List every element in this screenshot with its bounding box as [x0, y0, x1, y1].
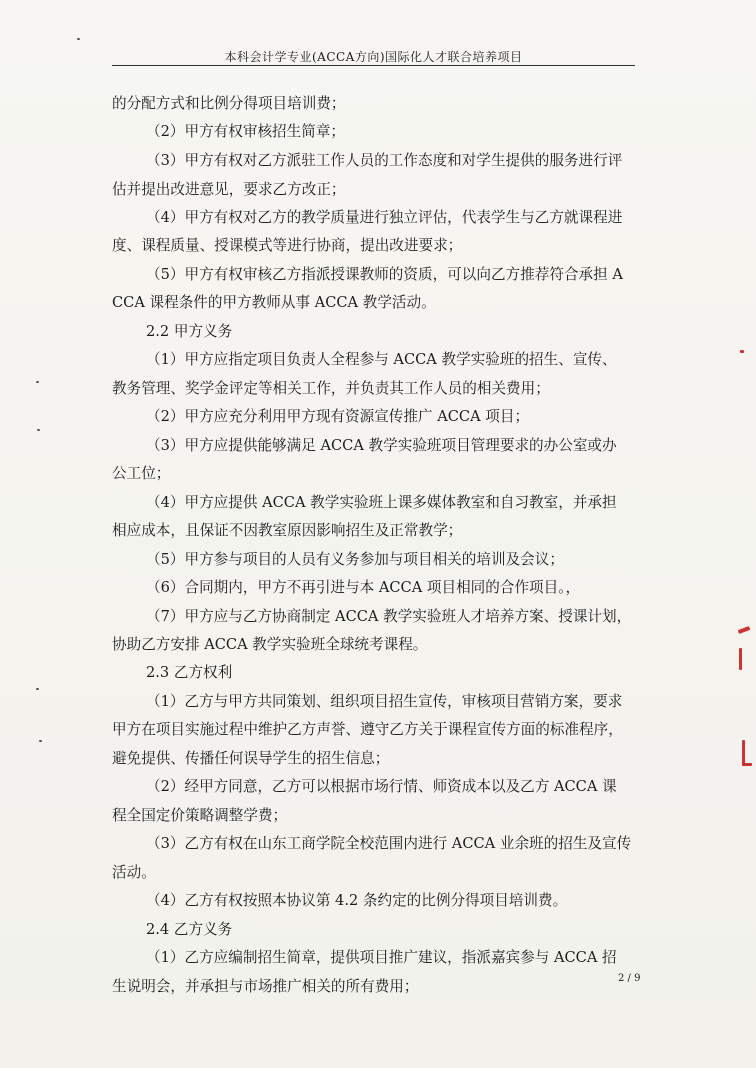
- section-heading: 2.3 乙方权利: [146, 664, 233, 681]
- text-line: （4）甲方应提供 ACCA 教学实验班上课多媒体教室和自习教室，并承担: [146, 494, 617, 511]
- text-line: 估并提出改进意见，要求乙方改正；: [112, 181, 346, 198]
- text-line: （3）甲方有权对乙方派驻工作人员的工作态度和对学生提供的服务进行评: [146, 152, 623, 169]
- scan-speck: [39, 740, 42, 742]
- text-line: （4）乙方有权按照本协议第 4.2 条约定的比例分得项目培训费。: [146, 892, 568, 909]
- text-line: （5）甲方有权审核乙方指派授课教师的资质，可以向乙方推荐符合承担 A: [146, 266, 623, 283]
- scan-speck: [36, 381, 39, 383]
- text-line: （1）甲方应指定项目负责人全程参与 ACCA 教学实验班的招生、宣传、: [146, 351, 617, 368]
- header-rule: [112, 65, 635, 66]
- text-line: 程全国定价策略调整学费；: [112, 807, 288, 824]
- text-line: （2）甲方应充分利用甲方现有资源宣传推广 ACCA 项目；: [146, 408, 530, 425]
- text-line: （1）乙方应编制招生简章，提供项目推广建议，指派嘉宾参与 ACCA 招: [146, 949, 617, 966]
- text-line: 度、课程质量、授课模式等进行协商，提出改进要求；: [112, 237, 463, 254]
- text-line: （2）经甲方同意，乙方可以根据市场行情、师资成本以及乙方 ACCA 课: [146, 778, 617, 795]
- text-line: （1）乙方与甲方共同策划、组织项目招生宣传，审核项目营销方案，要求: [146, 693, 623, 710]
- text-line: CCA 课程条件的甲方教师从事 ACCA 教学活动。: [112, 294, 436, 311]
- text-line: 活动。: [112, 864, 156, 881]
- text-line: （3）甲方应提供能够满足 ACCA 教学实验班项目管理要求的办公室或办: [146, 437, 617, 454]
- text-line: （3）乙方有权在山东工商学院全校范围内进行 ACCA 业余班的招生及宣传: [146, 835, 632, 852]
- page-number: 2 / 9: [618, 973, 641, 984]
- stamp-fragment: [742, 763, 752, 766]
- scan-speck: [37, 429, 40, 431]
- text-line: 相应成本，且保证不因教室原因影响招生及正常教学；: [112, 522, 463, 539]
- scan-speck: [36, 688, 39, 690]
- text-line: 甲方在项目实施过程中维护乙方声誉、遵守乙方关于课程宣传方面的标准程序，: [112, 721, 623, 738]
- text-line: （2）甲方有权审核招生简章；: [146, 123, 346, 140]
- text-line: （5）甲方参与项目的人员有义务参加与项目相关的培训及会议；: [146, 551, 564, 568]
- text-line: 协助乙方安排 ACCA 教学实验班全球统考课程。: [112, 636, 428, 653]
- text-line: （7）甲方应与乙方协商制定 ACCA 教学实验班人才培养方案、授课计划，: [146, 608, 632, 625]
- text-line: 避免提供、传播任何误导学生的招生信息；: [112, 750, 390, 767]
- text-line: 公工位；: [112, 465, 171, 482]
- running-header: 本科会计学专业(ACCA方向)国际化人才联合培养项目: [224, 50, 523, 64]
- text-line: 教务管理、奖学金评定等相关工作，并负责其工作人员的相关费用；: [112, 380, 550, 397]
- text-line: （6）合同期内，甲方不再引进与本 ACCA 项目相同的合作项目。，: [146, 579, 581, 596]
- stamp-fragment: [739, 648, 742, 670]
- section-heading: 2.4 乙方义务: [146, 921, 233, 938]
- stamp-fragment: [740, 350, 744, 353]
- text-line: 生说明会，并承担与市场推广相关的所有费用；: [112, 978, 419, 995]
- scan-speck: [77, 38, 80, 40]
- stamp-fragment: [738, 626, 751, 634]
- text-line: （4）甲方有权对乙方的教学质量进行独立评估，代表学生与乙方就课程进: [146, 209, 623, 226]
- text-line: 的分配方式和比例分得项目培训费；: [112, 95, 346, 112]
- section-heading: 2.2 甲方义务: [146, 323, 233, 340]
